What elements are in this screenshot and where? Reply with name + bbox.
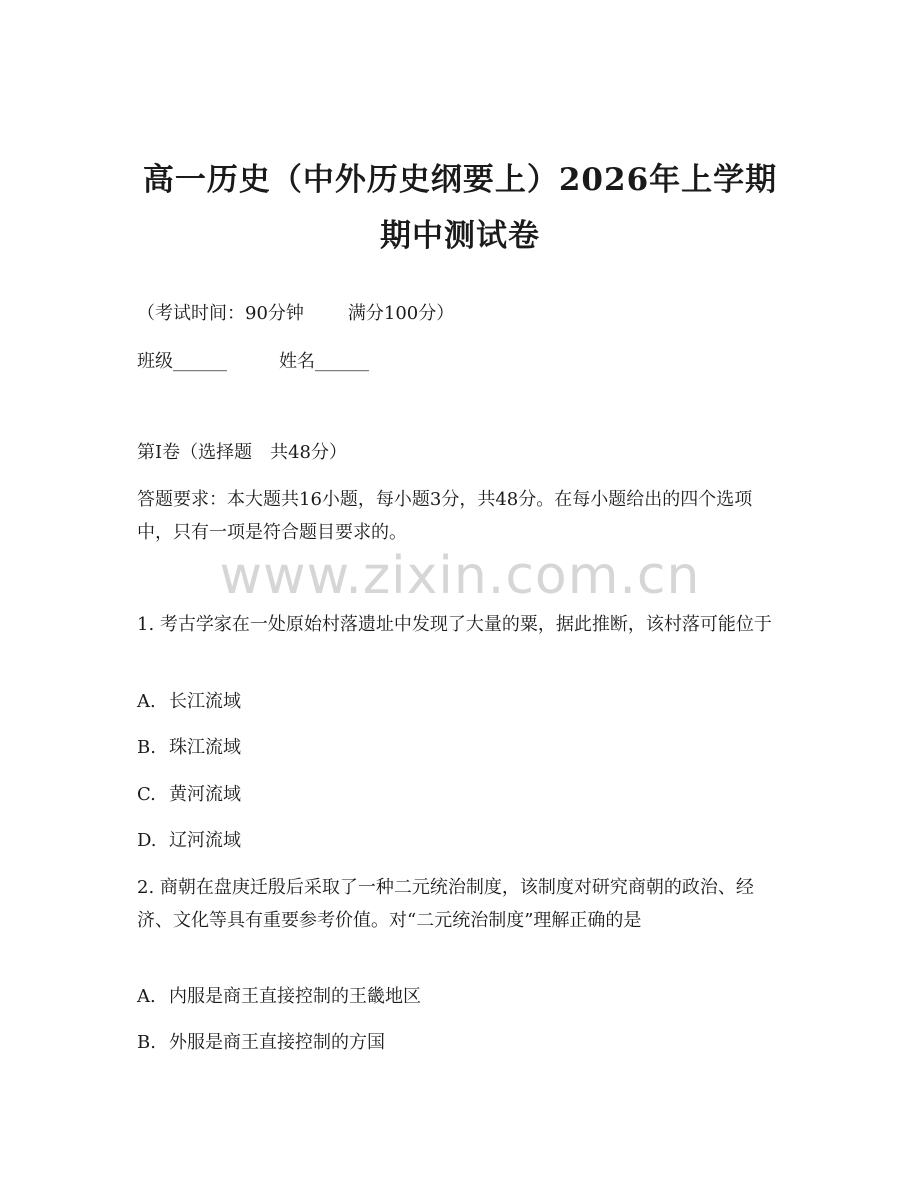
full-score: 满分100分） [347,303,455,324]
option-text: 黄河流域 [169,784,241,805]
option-letter: D. [137,830,157,851]
section-title: 第Ⅰ卷（选择题 共48分） [137,442,348,463]
question-2-option-b[interactable] [137,1026,787,1059]
option-letter: A. [137,986,156,1007]
question-1-option-d[interactable] [137,824,787,857]
question-1-stem: 1. 考古学家在一处原始村落遗址中发现了大量的粟，据此推断，该村落可能位于 [137,614,772,635]
option-text: 外服是商王直接控制的方国 [169,1032,385,1053]
question-1-option-c[interactable] [137,778,787,811]
question-2-stem: 2. 商朝在盘庚迁殷后采取了一种二元统治制度，该制度对研究商朝的政治、经济、文化等具有重要参考价值。对“二元统治制度”理解正确的是 [137,877,754,931]
option-text: 珠江流域 [169,737,241,758]
exam-meta [137,297,787,330]
option-letter: B. [137,1032,156,1053]
title-line-2: 期中测试卷 [380,218,540,254]
exam-title [100,152,820,264]
question-2-option-a[interactable] [137,980,787,1013]
question-1-option-b[interactable] [137,731,787,764]
class-field[interactable]: 班级______ [137,351,227,372]
watermark: www.zixin.com.cn [219,546,701,606]
option-letter: A. [137,691,156,712]
option-letter: C. [137,784,156,805]
option-letter: B. [137,737,156,758]
instructions: 答题要求：本大题共16小题，每小题3分，共48分。在每小题给出的四个选项中，只有一项是符合题目要求的。 [137,489,753,543]
title-line-1: 高一历史（中外历史纲要上）2026年上学期 [142,162,778,198]
student-fields [137,345,787,378]
name-field[interactable]: 姓名______ [279,351,369,372]
question-1-option-a[interactable] [137,685,787,718]
exam-time: （考试时间：90分钟 [137,303,304,324]
option-text: 长江流域 [169,691,241,712]
option-text: 内服是商王直接控制的王畿地区 [169,986,421,1007]
option-text: 辽河流域 [169,830,241,851]
